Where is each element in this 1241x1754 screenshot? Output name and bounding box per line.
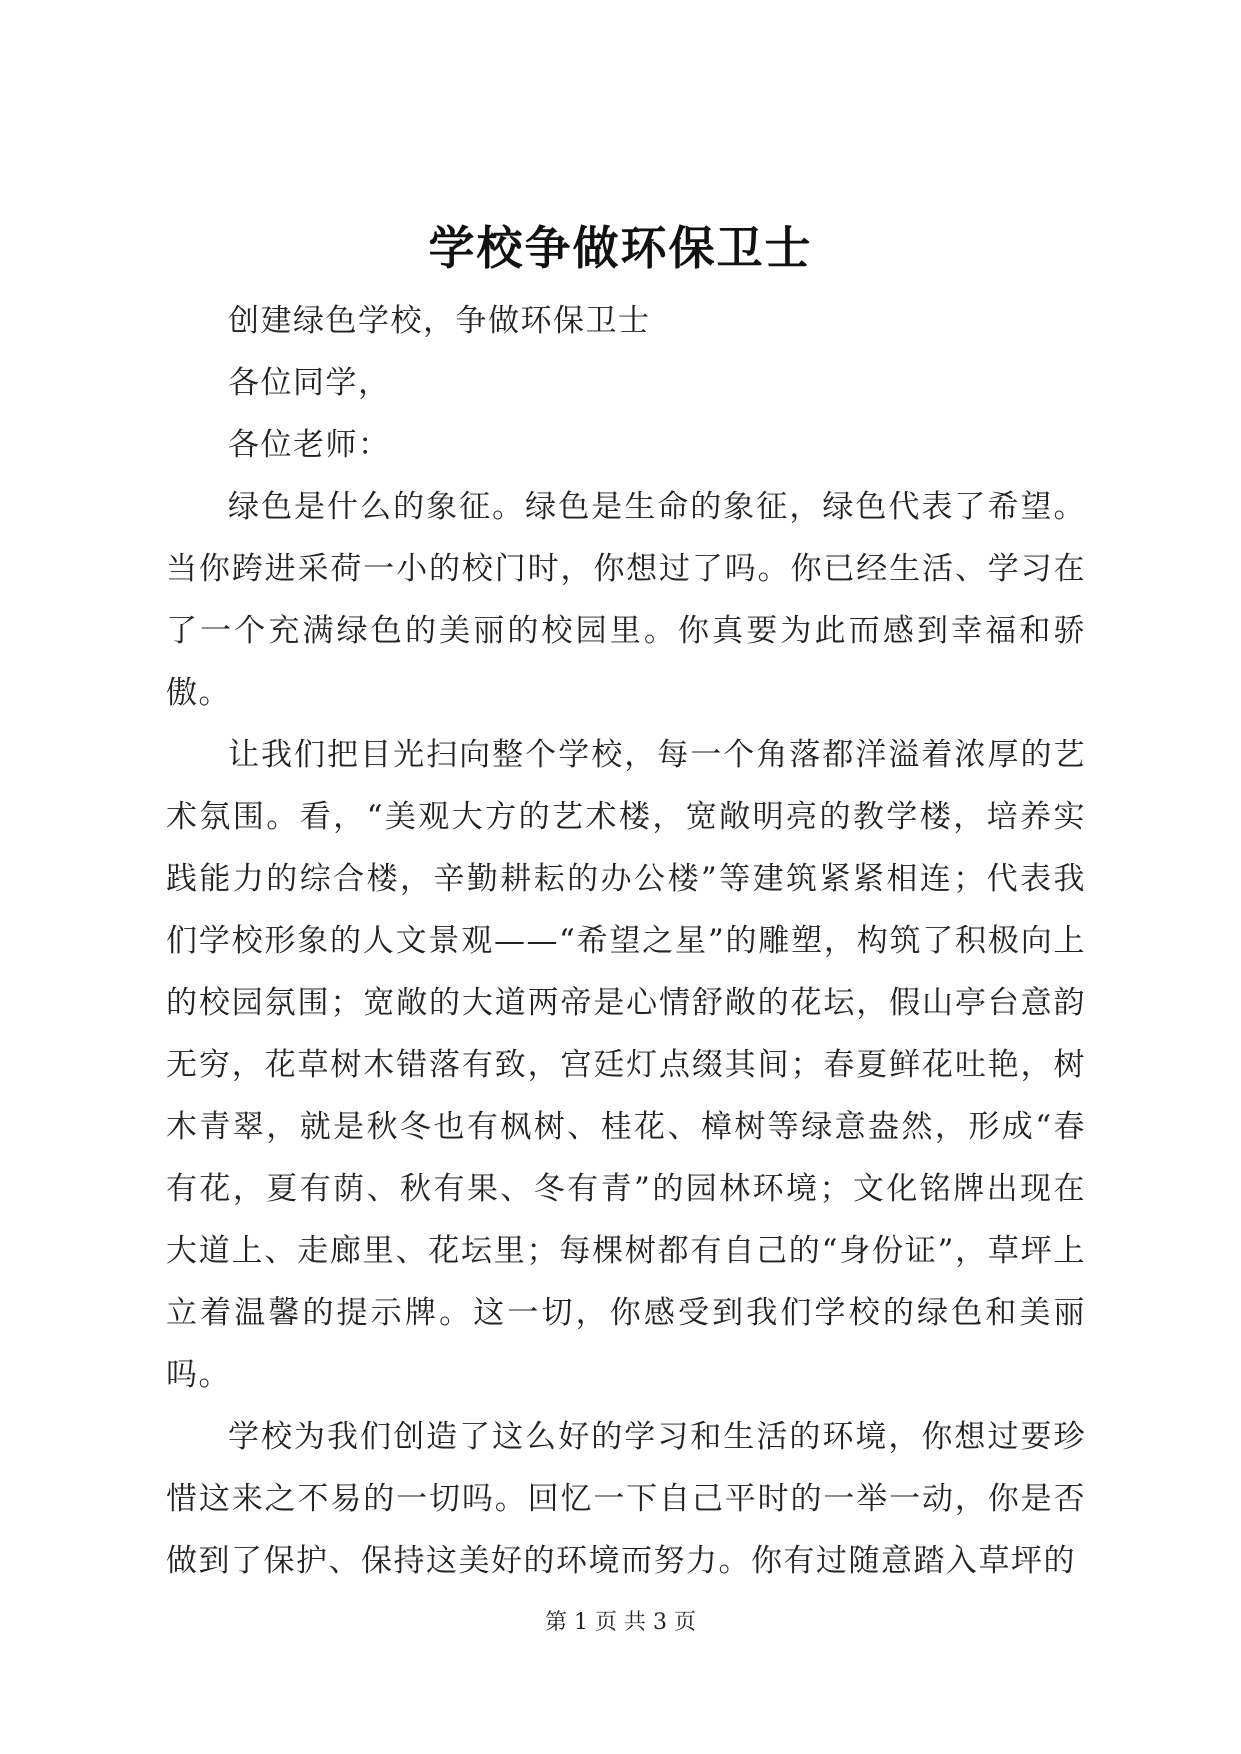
paragraph-green-symbol: 绿色是什么的象征。绿色是生命的象征，绿色代表了希望。当你跨进采荷一小的校门时，你想过了吗。你已经生活、学习在了一个充满绿色的美丽的校园里。你真要为此而感到幸福和骄傲。 (166, 489, 1086, 711)
page-number-footer: 第 1 页 共 3 页 (545, 1610, 696, 1635)
paragraph-greeting-teachers: 各位老师： (228, 427, 391, 463)
paragraph-cherish-environment: 学校为我们创造了这么好的学习和生活的环境，你想过要珍惜这来之不易的一切吗。回忆一下自己平时的一举一动，你是否做到了保护、保持这美好的环境而努力。你有过随意踏入草坪的 (166, 1419, 1086, 1579)
document-title: 学校争做环保卫士 (428, 221, 813, 275)
document-body (166, 290, 1086, 1592)
paragraph-campus-scenery: 让我们把目光扫向整个学校，每一个角落都洋溢着浓厚的艺术氛围。看，“美观大方的艺术楼，宽敞明亮的教学楼，培养实践能力的综合楼，辛勤耕耘的办公楼”等建筑紧紧相连；代表我们学校形象的人文景观——“希望之星”的雕塑，构筑了积极向上的校园氛围；宽敞的大道两帝是心情舒敞的花坛，假山亭台意韵无穷，花草树木错落有致，宫廷灯点缀其间；春夏鲜花吐艳，树木青翠，就是秋冬也有枫树、桂花、樟树等绿意盎然，形成“春有花，夏有荫、秋有果、冬有青”的园林环境；文化铭牌出现在大道上、走廊里、花坛里；每棵树都有自己的“身份证”，草坪上立着温馨的提示牌。这一切，你感受到我们学校的绿色和美丽吗。 (166, 737, 1086, 1393)
paragraph-subtitle: 创建绿色学校，争做环保卫士 (228, 303, 651, 339)
paragraph-greeting-students: 各位同学， (228, 365, 391, 401)
